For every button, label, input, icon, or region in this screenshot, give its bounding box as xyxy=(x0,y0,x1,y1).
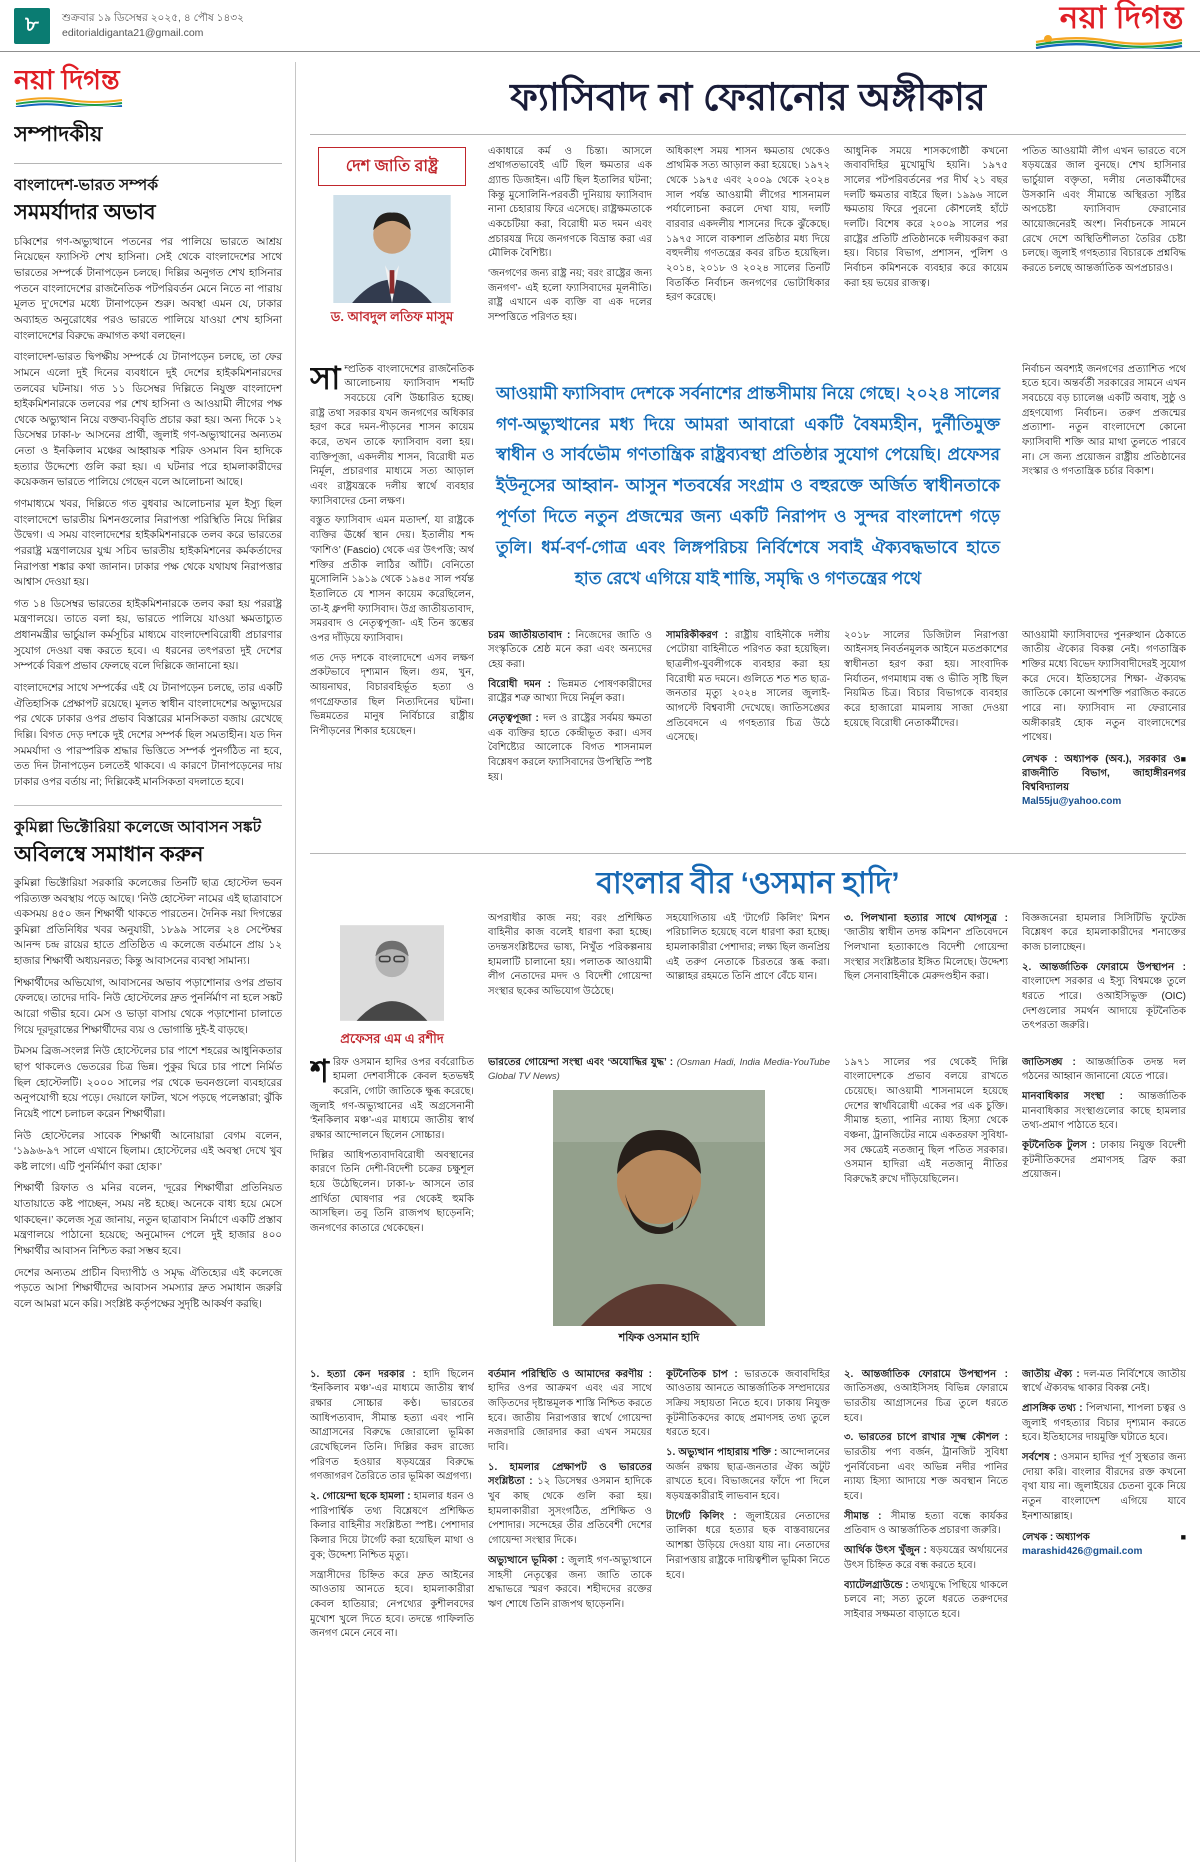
hero-photo-block xyxy=(488,1056,830,1368)
photo-credit: (Osman Hadi, India Media-YouTube Global TV News) xyxy=(488,1056,830,1083)
editorial-title: সমমর্যাদার অভাব xyxy=(14,201,156,225)
body-paragraph: ‘জনগণের জন্য রাষ্ট্র নয়; বরং রাষ্ট্রের জন্য জনগণ’- এই হলো ফ্যাসিবাদের মূলনীতি। রাষ্ট্র এখানে এক ব্যক্তি বা এক দলের সম্পত্তিতে পরিণত হয়। xyxy=(488,268,652,324)
article-text-column xyxy=(310,1368,474,1862)
body-paragraph: ৩. ভারতের চাপে রাখার সূক্ষ্ম কৌশল : ভারতীয় পণ্য বর্জন, ট্রানজিট সুবিধা পুনর্বিবেচনা এবং অভিন্ন নদীর পানির ন্যায্য হিস্যা আদায়ে শক্ত অবস্থান নিতে হবে। xyxy=(844,1432,1008,1503)
article-text-column xyxy=(488,1368,652,1862)
hero-author-box xyxy=(310,912,474,1056)
editorial-kicker: বাংলাদেশ-ভারত সম্পর্ক xyxy=(14,177,159,195)
body-paragraph: একাধারে কর্ম ও চিন্তা। আসলে প্রথাগতভাবেই এটি ছিল ক্ষমতার এক গ্র্যান্ড ডিজাইন। এটি ছিল ইতালির ঘটনা; কিন্তু মুসোলিনি-পরবর্তী দুনিয়ায় ফ্যাসিবাদ নানা চেহারায় ফিরে এসেছে। রাষ্ট্রক্ষমতাকে একচেটিয়া করা, বিরোধী মত দমন এবং প্রচারযন্ত্র দিয়ে জনগণকে বিভ্রান্ত করা এর মৌলিক বৈশিষ্ট্য। xyxy=(488,145,652,260)
body-paragraph: সন্ত্রাসীদের চিহ্নিত করে দ্রুত আইনের আওতায় আনতে হবে। হামলাকারীরা কেবল হাতিয়ার; নেপথ্যের কুশীলবদের মুখোশ খুলে দিতে হবে। তদন্তে গাফিলতি জনগণ মেনে নেবে না। xyxy=(310,1569,474,1640)
pull-quote: আওয়ামী ফ্যাসিবাদ দেশকে সর্বনাশের প্রান্তসীমায় নিয়ে গেছে। ২০২৪ সালের গণ-অভ্যুত্থানের মধ্য দিয়ে আমরা আবারো একটি বৈষম্যহীন, দুর্নীতিমুক্ত স্বাধীন ও সার্বভৌম গণতান্ত্রিক রাষ্ট্রব্যবস্থা প্রতিষ্ঠার সুযোগ পেয়েছি। প্রফেসর ইউনূসের আহ্বান- আসুন শতবর্ষের সংগ্রাম ও বহুরক্তে অর্জিত স্বাধীনতাকে পূর্ণতা দিতে নতুন প্রজন্মের জন্য একটি নিরাপদ ও সুন্দর বাংলাদেশ গড়ে তুলি। ধর্ম-বর্ণ-গোত্র এবং লিঙ্গপরিচয় নির্বিশেষে সবাই ঐক্যবদ্ধভাবে হাতে হাত রেখে এগিয়ে যাই শান্তি, সমৃদ্ধি ও গণতন্ত্রের পথে xyxy=(496,383,1000,589)
author-email-link[interactable]: Mal55ju@yahoo.com xyxy=(1022,796,1122,808)
body-paragraph: মানবাধিকার সংস্থা : আন্তর্জাতিক মানবাধিকার সংস্থাগুলোর কাছে হামলার তথ্য-প্রমাণ পাঠাতে হবে। xyxy=(1022,1090,1186,1132)
body-paragraph: ২. আন্তর্জাতিক ফোরামে উপস্থাপন : জাতিসঙ্ঘ, ওআইসিসহ বিভিন্ন ফোরামে ভারতীয় আগ্রাসনের চিত্র তুলে ধরতে হবে। xyxy=(844,1368,1008,1424)
body-paragraph: আওয়ামী ফ্যাসিবাদের পুনরুত্থান ঠেকাতে জাতীয় ঐক্যের বিকল্প নেই। গণতান্ত্রিক শক্তির মধ্যে বিভেদ ফ্যাসিবাদীদেরই সুযোগ করে দেবে। ইতিহাসের শিক্ষা- ঐক্যবদ্ধ জাতিকে কোনো অপশক্তি পরাজিত করতে পারে না। ফ্যাসিবাদ না ফেরানোর অঙ্গীকারই হোক নতুন বাংলাদেশের পাথেয়। xyxy=(1022,629,1186,744)
editorial-paragraph: গত ১৪ ডিসেম্বর ভারতের হাইকমিশনারকে তলব করা হয় পররাষ্ট্র মন্ত্রণালয়ে। তাতে বলা হয়, ভারতে পালিয়ে যাওয়া ক্ষমতাচ্যুত প্রধানমন্ত্রীর ভার্চুয়াল কর্মসূচির মাধ্যমে বাংলাদেশবিরোধী প্রচারণার সুযোগ দেওয়া বন্ধ করতে হবে। এ ধরনের তৎপরতা দুই দেশের সম্পর্কে বিরূপ প্রভাব ফেলছে বলে দিল্লিকে জানানো হয়। xyxy=(14,598,282,673)
editorial-kicker: কুমিল্লা ভিক্টোরিয়া কলেজে আবাসন সঙ্কট xyxy=(14,818,262,836)
body-paragraph: সাম্প্রতিক বাংলাদেশের রাজনৈতিক আলোচনায় ফ্যাসিবাদ শব্দটি সবচেয়ে বেশি উচ্চারিত হচ্ছে। রাষ্ট্র তথা সরকার যখন জনগণের অধিকার হরণ করে দমন-পীড়নের শাসন কায়েম করে, তখন তাকে ফ্যাসিবাদ বলা হয়। ব্যক্তিপূজা, একদলীয় শাসন, বিরোধী মত নির্মূল, প্রচারণার মাধ্যমে সত্য আড়াল এবং রাষ্ট্রযন্ত্রকে দলীয় স্বার্থে ব্যবহার ফ্যাসিবাদের চেনা লক্ষণ। xyxy=(310,362,474,507)
body-paragraph: শরিফ ওসমান হাদির ওপর বর্বরোচিত হামলা দেশবাসীকে কেবল হতভম্বই করেনি, গোটা জাতিকে ক্ষুব্ধ করেছে। জুলাই গণ-অভ্যুত্থানের এই অগ্রসেনানী ‘ইনকিলাব মঞ্চ’-এর মাধ্যমে জাতীয় স্বার্থ রক্ষার আন্দোলনে ছিলেন সোচ্চার। xyxy=(310,1055,474,1142)
photo-intro xyxy=(488,1056,830,1085)
body-paragraph: সহযোগিতায় এই ‘টার্গেট কিলিং’ মিশন পরিচালিত হয়েছে বলে ধারণা করা হচ্ছে। হামলাকারীরা পেশাদার; লক্ষ্য ছিল জনপ্রিয় এই তরুণ নেতাকে চিরতরে স্তব্ধ করা। আল্লাহর রহমতে তিনি প্রাণে বেঁচে যান। xyxy=(666,912,830,983)
editorial-paragraph: বাংলাদেশ-ভারত দ্বিপক্ষীয় সম্পর্কে যে টানাপড়েন চলছে, তা ফের সামনে এলো দুই দিনের ব্যবধানে দুই দেশের হাইকমিশনারদের তলবের ঘটনায়। গত ১১ ডিসেম্বর দিল্লিতে নিযুক্ত বাংলাদেশ হাইকমিশনারকে তলবের পর শেখ হাসিনা ও আওয়ামী লীগের পক্ষ থেকে অভ্যুত্থান নিয়ে বক্তব্য-বিবৃতি প্রচার করা হয়। অন্য দিকে ১২ ডিসেম্বর ঢাকা-৮ আসনের প্রার্থী, জুলাই গণ-অভ্যুত্থানের অন্যতম নেতা ও ইনকিলাব মঞ্চের আহ্বায়ক শরিফ ওসমান বিন হাদিকে হত্যার উদ্দেশ্যে গুলি করা হয়। এ ঘটনার পরে হামলাকারীদের কয়েকজন ভারতে পালিয়ে গেছেন বলে আলোচনা আছে। xyxy=(14,352,282,489)
paragraph-list xyxy=(1022,629,1186,747)
paragraph-list xyxy=(1022,1368,1186,1525)
article-text-column xyxy=(666,629,830,843)
body-paragraph: ১. অভ্যুত্থান পাহারায় শক্তি : আন্দোলনের অর্জন রক্ষায় ছাত্র-জনতার ঐক্য অটুট রাখতে হবে। বিভাজনের ফাঁদে পা দিলে ষড়যন্ত্রকারীরাই লাভবান হবে। xyxy=(666,1447,830,1503)
article-text-column xyxy=(488,145,652,363)
body-paragraph: অপরাধীর কাজ নয়; বরং প্রশিক্ষিত বাহিনীর কাজ বলেই ধারণা করা হচ্ছে। তদন্তসংশ্লিষ্টদের ভাষ্য, নিখুঁত পরিকল্পনায় হামলাটি চালানো হয়। পলাতক আওয়ামী লীগ নেতাদের মদদ ও বিদেশী গোয়েন্দা সংস্থার ছকের অভিযোগ উঠেছে। xyxy=(488,912,652,998)
body-paragraph: ২. গোয়েন্দা ছকে হামলা : হামলার ধরন ও পারিপার্শ্বিক তথ্য বিশ্লেষণে প্রশিক্ষিত কিলার বাহিনীর সংশ্লিষ্টতা স্পষ্ট। পেশাদার কিলার দিয়ে টার্গেট করা হয়েছিল মাথা ও বুক; উদ্দেশ্য নিশ্চিত মৃত্যু। xyxy=(310,1491,474,1561)
body-paragraph: বিজ্ঞজনেরা হামলার সিসিটিভি ফুটেজ বিশ্লেষণ করে হামলাকারীদের শনাক্তের কাজ চালাচ্ছেন। xyxy=(1022,912,1186,953)
lead-author-box xyxy=(310,145,474,363)
body-paragraph: আধুনিক সময়ে শাসকগোষ্ঠী কখনো জবাবদিহির মুখোমুখি হয়নি। ১৯৭৫ সালের পটপরিবর্তনের পর দীর্ঘ ২১ বছর দলটি ক্ষমতার বাইরে ছিল। ১৯৯৬ সালে ক্ষমতায় ফিরে পুরনো কৌশলেই হাঁটে দলটি। বিশেষ করে ২০০৯ সালের পর রাষ্ট্রের প্রতিটি প্রতিষ্ঠানকে দলীয়করণ করা হয়। বিচার বিভাগ, প্রশাসন, পুলিশ ও নির্বাচন কমিশনকে ব্যবহার করে কায়েম করা হয় ভয়ের রাজত্ব। xyxy=(844,145,1008,289)
paragraph-list xyxy=(310,514,474,739)
lead-author-photo xyxy=(333,195,451,303)
body-paragraph: ১৯৭১ সালের পর থেকেই দিল্লি বাংলাদেশকে প্রভাব বলয়ে রাখতে চেয়েছে। আওয়ামী শাসনামলে হয়েছে দেশের স্বার্থবিরোধী একের পর এক চুক্তি। সীমান্ত হত্যা, পানির ন্যায্য হিস্যা থেকে বঞ্চনা, ট্রানজিটের নামে একতরফা সুবিধা- সব ক্ষেত্রেই নতজানু ছিল পতিত সরকার। ওসমান হাদিরা এই নতজানু নীতির বিরুদ্ধেই রুখে দাঁড়িয়েছিলেন। xyxy=(844,1056,1008,1186)
body-paragraph: পতিত আওয়ামী লীগ এখন ভারতে বসে ষড়যন্ত্রের জাল বুনছে। শেখ হাসিনার ভার্চুয়াল বক্তৃতা, দলীয় নেতাকর্মীদের উসকানি এবং সীমান্তে অস্থিরতা সৃষ্টির অপচেষ্টা ফ্যাসিবাদ ফেরানোর আয়োজনেরই অংশ। নির্বাচনকে সামনে রেখে দেশে অস্থিতিশীলতা তৈরির চেষ্টা চলছে। জুলাই গণহত্যার বিচারকে প্রশ্নবিদ্ধ করতে চলছে আন্তর্জাতিক অপপ্রচারও। xyxy=(1022,145,1186,275)
article-text-column xyxy=(844,1056,1008,1368)
article-text-column xyxy=(844,1368,1008,1862)
body-paragraph: জাতিসঙ্ঘ : আন্তর্জাতিক তদন্ত দল গঠনের আহ্বান জানানো যেতে পারে। xyxy=(1022,1056,1186,1083)
editorial-paragraph: টমসম ব্রিজ-সংলগ্ন নিউ হোস্টেলের চার পাশে শহরের আধুনিকতার ছাপ থাকলেও ভেতরের চিত্র ভিন্ন। পুকুর ঘিরে চার পাশে নির্মিত ছিল হোস্টেলটি। ২০০০ সালের পর থেকে ভবনগুলো ব্যবহারের অনুপযোগী হয়ে পড়ে। দেয়ালে ফাটল, খসে পড়ছে পলেস্তারা; ঝুঁকি নিয়েই পাশে চলাচল করেন শিক্ষার্থীরা। xyxy=(14,1046,282,1120)
main-articles xyxy=(310,62,1186,1862)
author-email-link[interactable]: marashid426@gmail.com xyxy=(1022,1546,1143,1558)
lead-author-name: ড. আবদুল লতিফ মাসুম xyxy=(330,308,454,324)
masthead-logo-text: নয়া দিগন্ত xyxy=(14,65,120,95)
body-paragraph: কূটনৈতিক টুলস : ঢাকায় নিযুক্ত বিদেশী কূটনীতিকদের প্রমাণসহ ব্রিফ করা প্রয়োজন। xyxy=(1022,1140,1186,1181)
author-signature xyxy=(1022,1531,1186,1559)
body-paragraph: বর্তমান পরিস্থিতি ও আমাদের করণীয় : হাদির ওপর আক্রমণ এবং এর সাথে জড়িতদের দৃষ্টান্তমূলক শাস্তি নিশ্চিত করতে হবে। জাতীয় নিরাপত্তার স্বার্থে গোয়েন্দা নজরদারি জোরদার করা এখন সময়ের দাবি। xyxy=(488,1368,652,1454)
body-paragraph: টার্গেট কিলিং : জুলাইয়ের নেতাদের তালিকা ধরে হত্যার ছক বাস্তবায়নের আশঙ্কা উড়িয়ে দেওয়া যায় না। নেতাদের নিরাপত্তায় রাষ্ট্রকে দায়িত্বশীল ভূমিকা নিতে হবে। xyxy=(666,1510,830,1581)
article-text-column xyxy=(844,145,1008,363)
article-text-column xyxy=(1022,629,1186,843)
editorial-masthead xyxy=(14,62,282,164)
editorial-email: editorialdiganta21@gmail.com xyxy=(62,26,204,39)
newspaper-logo-text: নয়া দিগন্ত xyxy=(1059,0,1184,35)
column-tag: দেশ জাতি রাষ্ট্র xyxy=(318,147,466,186)
page-content xyxy=(0,52,1200,1862)
drop-cap: শ xyxy=(310,1055,329,1089)
editorial-body xyxy=(14,876,282,1313)
body-paragraph: অভ্যুত্থানে ভূমিকা : জুলাই গণ-অভ্যুত্থানে সাহসী নেতৃত্বের জন্য জাতি তাকে শ্রদ্ধাভরে স্মরণ করবে। শহীদদের রক্তের ঋণ শোধে তিনি রাজপথ ছাড়েননি। xyxy=(488,1554,652,1610)
body-paragraph: কূটনৈতিক চাপ : ভারতকে জবাবদিহির আওতায় আনতে আন্তর্জাতিক সম্প্রদায়ের সক্রিয় সহায়তা নিতে হবে। ঢাকায় নিযুক্ত কূটনীতিকদের কাছে প্রমাণসহ তথ্য তুলে ধরতে হবে। xyxy=(666,1368,830,1439)
article-text-column xyxy=(666,912,830,1056)
body-paragraph: আর্থিক উৎস খুঁজুন : ষড়যন্ত্রের অর্থায়নের উৎস চিহ্নিত করে বন্ধ করতে হবে। xyxy=(844,1545,1008,1571)
photo-subhead: ভারতের গোয়েন্দা সংস্থা এবং ‘অযোদ্ধির যুদ্ধ’ : xyxy=(488,1056,674,1068)
body-paragraph: সর্বশেষ : ওসমান হাদির পূর্ণ সুস্থতার জন্য দোয়া করি। বাংলার বীরদের রক্ত কখনো বৃথা যায় না। জুলাইয়ের চেতনা বুকে নিয়ে নতুন বাংলাদেশ এগিয়ে যাবে ইনশাআল্লাহ। xyxy=(1022,1452,1186,1522)
editorial-paragraph: নিউ হোস্টেলের সাবেক শিক্ষার্থী আনোয়ারা বেগম বলেন, ‘১৯৯৬-৯৭ সালে এখানে ছিলাম। হোস্টেলের এই অবস্থা দেখে খুব কষ্ট লাগে। এটি পুনর্নির্মাণ করা হোক।’ xyxy=(14,1130,282,1173)
editorial-paragraph: শিক্ষার্থী রিফাত ও মনির বলেন, ‘দূরের শিক্ষার্থীরা প্রতিনিয়ত যাতায়াতে কষ্ট পাচ্ছেন, সময় নষ্ট হচ্ছে। অনেকে বাধ্য হয়ে মেসে থাকছেন।’ কলেজ সূত্র জানায়, নতুন ছাত্রাবাস নির্মাণে একটি প্রস্তাব মন্ত্রণালয়ে পাঠানো হয়েছে; অনুমোদন পেলে দুই হাজার ৪০০ শিক্ষার্থীর আবাসন নিশ্চিত করা সম্ভব হবে। xyxy=(14,1183,282,1257)
lead-headline: ফ্যাসিবাদ না ফেরানোর অঙ্গীকার xyxy=(310,62,1186,135)
editorial-article-2 xyxy=(14,805,282,1313)
body-paragraph: প্রাসঙ্গিক তথ্য : পিলখানা, শাপলা চত্বর ও জুলাই গণহত্যার বিচার দৃশ্যমান করতে হবে। ইতিহাসের দায়মুক্তি ঘটাতে হবে। xyxy=(1022,1402,1186,1444)
editorial-paragraph: দেশের অন্যতম প্রাচীন বিদ্যাপীঠ ও সমৃদ্ধ ঐতিহ্যের এই কলেজে পড়তে আসা শিক্ষার্থীদের আবাসন সমস্যার দ্রুত সমাধান জরুরি বলে আমরা মনে করি। সংশ্লিষ্ট কর্তৃপক্ষের সুদৃষ্টি আকর্ষণ করছি। xyxy=(14,1267,282,1310)
editorial-body xyxy=(14,235,282,791)
hero-headline: বাংলার বীর ‘ওসমান হাদি’ xyxy=(310,853,1186,912)
editorial-paragraph: শিক্ষার্থীদের অভিযোগ, আবাসনের অভাব পড়াশোনার ওপর প্রভাব ফেলছে। তাদের দাবি- নিউ হোস্টেলের দ্রুত পুনর্নির্মাণ না হলে সঙ্কট আরো গভীর হবে। মেস ও ভাড়া বাসায় থেকে পড়াশোনা চালাতে গিয়ে দূরদূরান্তের শিক্ষার্থীদের ব্যয় ও ভোগান্তি দুই-ই বাড়ছে। xyxy=(14,977,282,1036)
article-text-column xyxy=(310,1056,474,1368)
article-text-column xyxy=(1022,912,1186,1056)
body-paragraph: সামরিকীকরণ : রাষ্ট্রীয় বাহিনীকে দলীয় পেটোয়া বাহিনীতে পরিণত করা হয়েছিল। ছাত্রলীগ-যুবলীগকে ব্যবহার করা হয় বিরোধী মত দমনে। গুলিতে শত শত ছাত্র-জনতার মৃত্যু ২০২৪ সালের জুলাই-আগস্টে বিশ্ববাসী দেখেছে। জাতিসঙ্ঘের প্রতিবেদনে এ গণহত্যার চিত্র উঠে এসেছে। xyxy=(666,629,830,744)
article-text-column xyxy=(1022,145,1186,363)
editorial-paragraph: চব্বিশের গণ-অভ্যুত্থানে পতনের পর পালিয়ে ভারতে আশ্রয় নিয়েছেন ফ্যাসিস্ট শেখ হাসিনা। সেই থেকে বাংলাদেশের সাথে ভারতের সম্পর্কে টানাপড়েন চলছে। দিল্লির অনুগত শেখ হাসিনার পতনে বাংলাদেশের রাজনৈতিক পটপরিবর্তন মেনে নিতে না পারায় মূলত দু’দেশের মধ্যে টানাপড়েন শুরু। অবস্থা এমন যে, ঢাকার অব্যাহত অনুরোধের পরও ভারতে পালিয়ে যাওয়া শেখ হাসিনা বাংলাদেশের বিরুদ্ধে ক্রমাগত কথা বলছেন। xyxy=(14,236,282,342)
hero-author-name: প্রফেসর এম এ রশীদ xyxy=(340,1030,444,1046)
body-paragraph: জাতীয় ঐক্য : দল-মত নির্বিশেষে জাতীয় স্বার্থে ঐক্যবদ্ধ থাকার বিকল্প নেই। xyxy=(1022,1368,1186,1395)
dateline xyxy=(62,11,1022,40)
lead-article xyxy=(310,145,1186,843)
article-text-column xyxy=(488,912,652,1056)
author-role: লেখক : অধ্যাপক (অব.), সরকার ও রাজনীতি বিভাগ, জাহাঙ্গীরনগর বিশ্ববিদ্যালয় xyxy=(1022,754,1186,794)
article-text-column xyxy=(666,145,830,363)
body-paragraph: ব্যাটেলগ্রাউন্ডে : তথ্যযুদ্ধে পিছিয়ে থাকলে চলবে না; সত্য তুলে ধরতে তরুণদের সাইবার সক্ষমতা বাড়াতে হবে। xyxy=(844,1579,1008,1620)
article-text-column xyxy=(488,629,652,843)
editorial-article-1 xyxy=(14,176,282,790)
photo-caption: শফিক ওসমান হাদি xyxy=(618,1331,700,1344)
logo-wave-icon xyxy=(1034,35,1184,49)
date-text: শুক্রবার ১৯ ডিসেম্বর ২০২৫, ৪ পৌষ ১৪৩২ xyxy=(62,11,244,24)
body-paragraph: ২. আন্তর্জাতিক ফোরামে উপস্থাপন : বাংলাদেশ সরকার এ ইস্যু বিশ্বমঞ্চে তুলে ধরতে পারে। ওআইসিভুক্ত (OIC) দেশগুলোর সমর্থন আদায়ে কূটনৈতিক তৎপরতা জরুরি। xyxy=(1022,961,1186,1032)
article-text-column xyxy=(844,912,1008,1056)
page-number-badge: ৮ xyxy=(14,8,50,44)
drop-cap: সা xyxy=(310,362,341,396)
article-text-column xyxy=(1022,1368,1186,1862)
editorial-paragraph: কুমিল্লা ভিক্টোরিয়া সরকারি কলেজের তিনটি ছাত্র হোস্টেল ভবন পরিত্যক্ত অবস্থায় পড়ে আছে। ‘নিউ হোস্টেল’ নামের এই ছাত্রাবাসে একসময় ৪৫০ জন শিক্ষার্থী থাকতে পারতেন। দৈনিক নয়া দিগন্তের কুমিল্লা প্রতিনিধির খবর অনুযায়ী, ১৮৯৯ সালের ২৪ সেপ্টেম্বর আনন্দ চন্দ্র রায়ের হাতে প্রতিষ্ঠিত এ কলেজে বর্তমানে প্রায় ১২ হাজার শিক্ষার্থী অধ্যয়নরত; কিন্তু আবাসনের ব্যবস্থা সামান্য। xyxy=(14,877,282,968)
body-paragraph: ১. হত্যা কেন দরকার : হাদি ছিলেন ‘ইনকিলাব মঞ্চ’-এর মাধ্যমে জাতীয় স্বার্থ রক্ষার সোচ্চার কণ্ঠ। ভারতের আধিপত্যবাদ, সীমান্ত হত্যা এবং পানি আগ্রাসনের বিরুদ্ধে জোরালো ভূমিকা রেখেছিলেন তিনি। দিল্লির করদ রাজ্যে পরিণত হওয়ার ষড়যন্ত্রের বিরুদ্ধে গণজাগরণ তৈরিতে তার ভূমিকা অগ্রগণ্য। xyxy=(310,1368,474,1483)
body-paragraph: ৩. পিলখানা হত্যার সাথে যোগসূত্র : ‘জাতীয় স্বাধীন তদন্ত কমিশন’ প্রতিবেদনে পিলখানা হত্যাকাণ্ডে বিদেশী গোয়েন্দা সংস্থার সংশ্লিষ্টতার ইঙ্গিত মিলেছে। উদ্দেশ্য ছিল সেনাবাহিনীকে মেরুদণ্ডহীন করা। xyxy=(844,912,1008,983)
section-label: সম্পাদকীয় xyxy=(14,123,103,147)
body-paragraph: চরম জাতীয়তাবাদ : নিজেদের জাতি ও সংস্কৃতিকে শ্রেষ্ঠ মনে করা এবং অন্যদের হেয় করা। xyxy=(488,629,652,670)
body-paragraph: সীমান্ত : সীমান্ত হত্যা বন্ধে কার্যকর প্রতিবাদ ও আন্তর্জাতিক প্রচারণা জরুরি। xyxy=(844,1510,1008,1537)
article-text-column xyxy=(666,1368,830,1862)
article-end-mark: ■ xyxy=(1180,1532,1186,1543)
hadi-photo xyxy=(553,1090,765,1326)
body-paragraph: নেতৃত্বপূজা : দল ও রাষ্ট্রের সর্বময় ক্ষমতা এক ব্যক্তির হাতে কেন্দ্রীভূত করা। এসব বৈশিষ্ট্যের আলোকে বিগত শাসনামল বিশ্লেষণ করলে ফ্যাসিবাদের উপস্থিতি স্পষ্ট হয়। xyxy=(488,713,652,783)
top-bar xyxy=(0,0,1200,52)
editorial-title: অবিলম্বে সমাধান করুন xyxy=(14,842,204,866)
article-text-column xyxy=(1022,1056,1186,1368)
article-text-column xyxy=(1022,363,1186,629)
editorial-paragraph: বাংলাদেশের সাথে সম্পর্কের এই যে টানাপড়েন চলছে, তার একটি ঐতিহাসিক প্রেক্ষাপট রয়েছে। মূলত স্বাধীন বাংলাদেশের অভ্যুদয়ের পর থেকে ঢাকার ওপর প্রভাব বিস্তারের মানসিকতা বজায় রেখেছে দিল্লি। বিগত দেড় দশকে দুই দেশের সম্পর্ক ছিল সমতাহীন। যত দিন সমমর্যাদা ও পারস্পরিক শ্রদ্ধার ভিত্তিতে সম্পর্ক পুনর্গঠিত না হবে, তত দিন টানাপড়েন চলতেই থাকবে। এ কারণে টানাপড়েনের দায় ঢাকার ওপর বর্তায় না; দিল্লিকেই মানসিকতা বদলাতে হবে। xyxy=(14,683,282,788)
masthead-wave-icon xyxy=(14,96,124,107)
hero-author-photo xyxy=(340,921,444,1025)
hero-article xyxy=(310,912,1186,1862)
body-paragraph: ২০১৮ সালের ডিজিটাল নিরাপত্তা আইনসহ নিবর্তনমূলক আইনে মতপ্রকাশের স্বাধীনতা হরণ করা হয়। সাংবাদিক নির্যাতন, গণমাধ্যম বন্ধ ও ভীতি সৃষ্টি ছিল নিয়মিত চিত্র। বিচার বিভাগকে ব্যবহার করে হাজারো মামলায় সাজা দেওয়া হয়েছে বিরোধী নেতাকর্মীদের। xyxy=(844,629,1008,729)
body-paragraph: অধিকাংশ সময় শাসন ক্ষমতায় থেকেও প্রাথমিক সত্য আড়াল করা হয়েছে। ১৯৭২ থেকে ১৯৭৫ এবং ২০০৯ থেকে ২০২৪ সাল পর্যন্ত আওয়ামী লীগের শাসনামল পর্যালোচনা করলে দেখা যায়, দলটি বারবার একদলীয় শাসনের দিকে ঝুঁকেছে। ১৯৭৫ সালে বাকশাল প্রতিষ্ঠার মধ্য দিয়ে বহুদলীয় গণতন্ত্রের কবর রচিত হয়েছিল। ২০১৪, ২০১৮ ও ২০২৪ সালের তিনটি বিতর্কিত নির্বাচন জনগণের ভোটাধিকার হরণ করেছে। xyxy=(666,145,830,304)
newspaper-logo xyxy=(1034,2,1184,49)
article-end-mark: ■ xyxy=(1180,754,1186,765)
editorial-paragraph: গণমাধ্যমে খবর, দিল্লিতে গত বুধবার আলোচনার মূল ইস্যু ছিল বাংলাদেশে ভারতীয় মিশনগুলোর নিরাপত্তা পরিস্থিতি নিয়ে দিল্লির উদ্বেগ। এ সময় বাংলাদেশের হাইকমিশনারকে তলব করে ভারতের পররাষ্ট্র মন্ত্রণালয়ের যুগ্ম সচিব ভারতীয় হাইকমিশনের কর্মকর্তাদের নিরাপত্তা শঙ্কার কথা জানান। ঢাকার পক্ষ থেকে যথাযথ নিরাপত্তার আশ্বাস দেওয়া হয়। xyxy=(14,498,282,589)
body-paragraph: গত দেড় দশকে বাংলাদেশে এসব লক্ষণ প্রকটভাবে দৃশ্যমান ছিল। গুম, খুন, আয়নাঘর, বিচারবহির্ভূত হত্যা ও গণগ্রেফতার ছিল নিত্যদিনের ঘটনা। ভিন্নমতের মানুষ নির্বিচারে রাষ্ট্রীয় নিপীড়নের শিকার হয়েছেন। xyxy=(310,652,474,738)
body-paragraph: বিরোধী দমন : ভিন্নমত পোষণকারীদের রাষ্ট্রের শত্রু আখ্যা দিয়ে নির্মূল করা। xyxy=(488,678,652,705)
body-paragraph: নির্বাচন অবশ্যই জনগণের প্রত্যাশিত পথে হতে হবে। অন্তর্বর্তী সরকারের সামনে এখন সবচেয়ে বড় চ্যালেঞ্জ একটি অবাধ, সুষ্ঠু ও গ্রহণযোগ্য নির্বাচন। তরুণ প্রজন্মের প্রত্যাশা- নতুন বাংলাদেশে কোনো ফ্যাসিবাদী শক্তি আর মাথা তুলতে পারবে না। সে জন্য প্রয়োজন রাষ্ট্রীয় প্রতিষ্ঠানের সংস্কার ও গণতান্ত্রিক চর্চার বিকাশ। xyxy=(1022,363,1186,478)
editorial-column xyxy=(14,62,296,1862)
article-text-column xyxy=(844,629,1008,843)
author-signature xyxy=(1022,753,1186,809)
body-paragraph: দিল্লির আধিপত্যবাদবিরোধী অবস্থানের কারণে তিনি দেশী-বিদেশী চক্রের চক্ষুশূল হয়ে উঠেছিলেন। ঢাকা-৮ আসনে তার প্রার্থিতা ঘোষণার পর থেকেই হুমকি আসছিল। তবু তিনি রাজপথ ছাড়েননি; জনগণের কাতারে থেকেছেন। xyxy=(310,1149,474,1235)
body-paragraph: বস্তুত ফ্যাসিবাদ এমন মতাদর্শ, যা রাষ্ট্রকে ব্যক্তির ঊর্ধ্বে স্থান দেয়। ইতালীয় শব্দ ‘ফাশিও’ (Fascio) থেকে এর উৎপত্তি; অর্থ শক্তির প্রতীক লাঠির আঁটি। বেনিতো মুসোলিনি ১৯১৯ থেকে ১৯৪৫ সাল পর্যন্ত ইতালিতে যে শাসন কায়েম করেছিলেন, তা-ই ধ্রুপদী ফ্যাসিবাদ। উগ্র জাতীয়তাবাদ, সমরবাদ ও নেতৃত্বপূজা- এই তিন স্তম্ভের ওপর দাঁড়িয়ে ফ্যাসিবাদ। xyxy=(310,515,474,644)
body-paragraph: ১. হামলার প্রেক্ষাপট ও ভারতের সংশ্লিষ্টতা : ১২ ডিসেম্বর ওসমান হাদিকে খুব কাছ থেকে গুলি করা হয়। হামলাকারীরা সুসংগঠিত, প্রশিক্ষিত ও পেশাদার। সন্দেহের তীর প্রতিবেশী দেশের গোয়েন্দা সংস্থার দিকে। xyxy=(488,1461,652,1547)
article-text-column xyxy=(310,363,474,843)
author-role: লেখক : অধ্যাপক xyxy=(1022,1532,1090,1544)
paragraph-list xyxy=(310,1149,474,1237)
